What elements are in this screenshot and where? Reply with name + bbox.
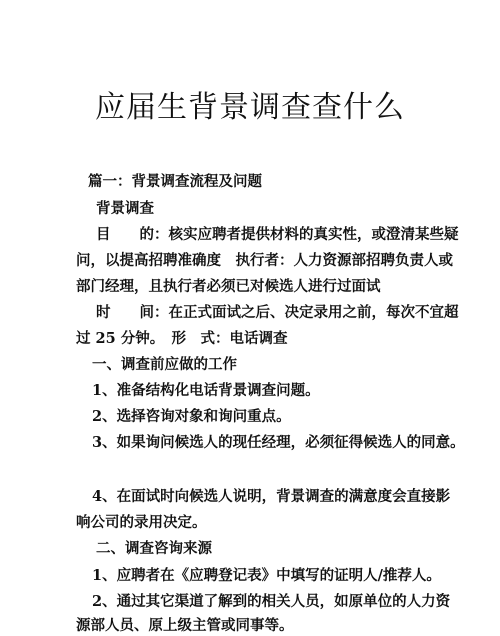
list-heading: 二、调查咨询来源: [96, 540, 212, 557]
paragraph-line: 问，以提高招聘准确度 执行者：人力资源部招聘负责人或: [76, 252, 453, 269]
subsection-heading: 背景调查: [96, 200, 154, 217]
list-heading: 一、调查前应做的工作: [92, 356, 237, 373]
paragraph-line: 过 25 分钟。 形 式：电话调查: [76, 330, 288, 347]
list-item-continuation: 响公司的录用决定。: [76, 514, 207, 531]
list-item: 2、选择咨询对象和询问重点。: [92, 408, 291, 425]
list-item: 3、如果询问候选人的现任经理，必须征得候选人的同意。: [92, 434, 465, 451]
document-title: 应届生背景调查查什么: [95, 90, 405, 125]
paragraph-line: 部门经理，且执行者必须已对候选人进行过面试: [76, 278, 381, 295]
list-item: 1、应聘者在《应聘登记表》中填写的证明人/推荐人。: [92, 567, 441, 584]
section-heading: 篇一：背景调查流程及问题: [88, 173, 262, 190]
list-item: 1、准备结构化电话背景调查问题。: [92, 382, 320, 399]
paragraph-line: 目 的：核实应聘者提供材料的真实性，或澄清某些疑: [96, 226, 459, 243]
list-item-continuation: 源部人员、原上级主管或同事等。: [76, 617, 294, 634]
paragraph-line: 时 间：在正式面试之后、决定录用之前，每次不宜超: [96, 304, 459, 321]
list-item: 2、通过其它渠道了解到的相关人员，如原单位的人力资: [92, 593, 451, 610]
list-item: 4、在面试时向候选人说明，背景调查的满意度会直接影: [92, 488, 451, 505]
